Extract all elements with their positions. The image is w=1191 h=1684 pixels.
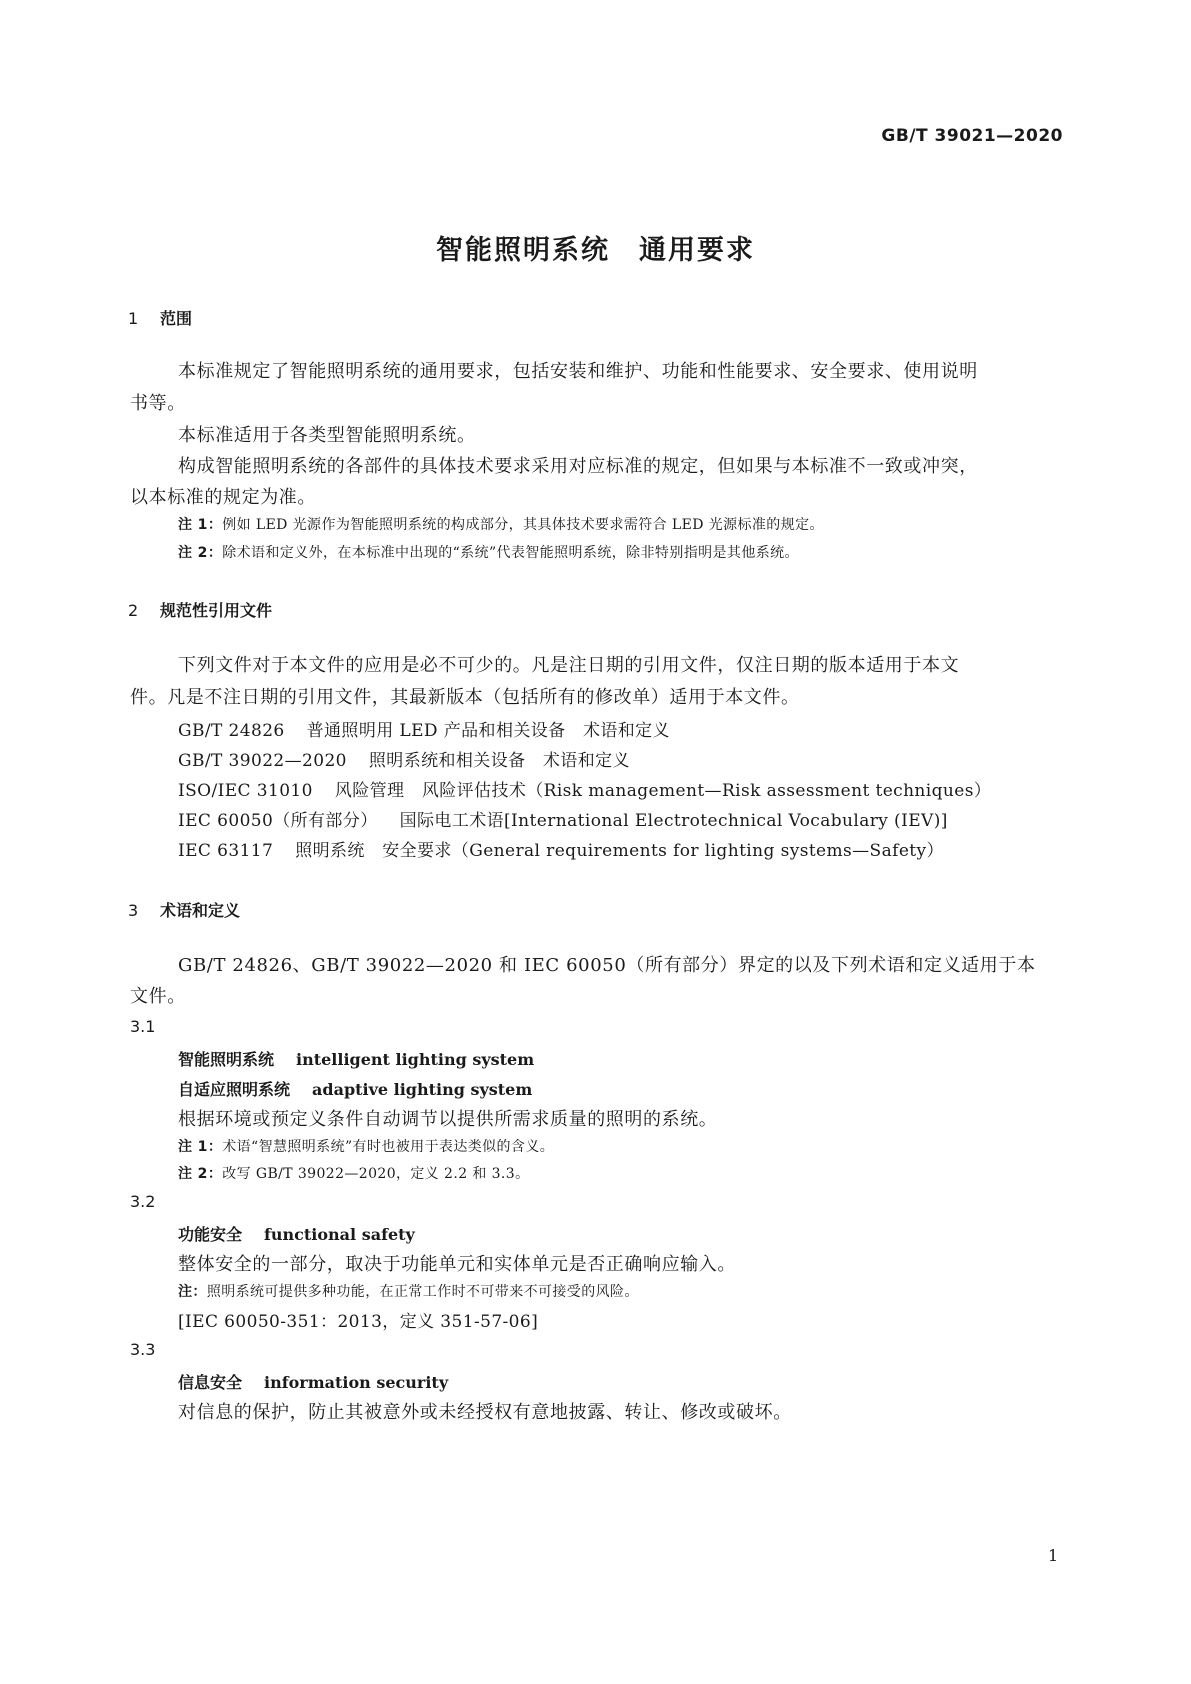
note bbox=[178, 1281, 639, 1301]
term-source: [IEC 60050-351：2013，定义 351-57-06] bbox=[178, 1312, 539, 1332]
term-en: information security bbox=[264, 1373, 449, 1392]
reference-title: 国际电工术语[International Electrotechnical Vocabulary (IEV)] bbox=[399, 811, 948, 831]
note-label: 注 2： bbox=[178, 1166, 223, 1182]
reference-code: IEC 60050（所有部分） bbox=[178, 811, 378, 831]
term-heading bbox=[178, 1222, 415, 1245]
note-text: 除术语和定义外，在本标准中出现的“系统”代表智能照明系统，除非特别指明是其他系统。 bbox=[222, 545, 799, 561]
paragraph: 本标准规定了智能照明系统的通用要求，包括安装和维护、功能和性能要求、安全要求、使用说明 bbox=[178, 361, 978, 382]
term-en: intelligent lighting system bbox=[296, 1050, 535, 1069]
paragraph-continuation: 文件。 bbox=[130, 986, 186, 1007]
section-1-heading bbox=[128, 306, 192, 329]
reference-code: GB/T 39022—2020 bbox=[178, 751, 347, 771]
term-zh: 智能照明系统 bbox=[178, 1050, 275, 1069]
reference-code: GB/T 24826 bbox=[178, 721, 285, 741]
paragraph-continuation: 件。凡是不注日期的引用文件，其最新版本（包括所有的修改单）适用于本文件。 bbox=[130, 687, 800, 708]
paragraph: GB/T 24826、GB/T 39022—2020 和 IEC 60050（所有部分）界定的以及下列术语和定义适用于本 bbox=[178, 955, 1036, 976]
paragraph: 下列文件对于本文件的应用是必不可少的。凡是注日期的引用文件，仅注日期的版本适用于本文 bbox=[178, 655, 960, 676]
section-number: 2 bbox=[128, 601, 139, 620]
term-heading bbox=[178, 1047, 534, 1070]
term-zh: 功能安全 bbox=[178, 1225, 243, 1244]
section-number: 3 bbox=[128, 901, 139, 920]
section-number: 1 bbox=[128, 309, 139, 328]
paragraph: 构成智能照明系统的各部件的具体技术要求采用对应标准的规定，但如果与本标准不一致或冲突， bbox=[178, 456, 978, 477]
term-definition: 根据环境或预定义条件自动调节以提供所需求质量的照明的系统。 bbox=[178, 1109, 718, 1130]
note-text: 术语“智慧照明系统”有时也被用于表达类似的含义。 bbox=[222, 1139, 555, 1155]
term-en: functional safety bbox=[264, 1225, 415, 1244]
section-3-heading bbox=[128, 898, 240, 921]
term-en: adaptive lighting system bbox=[312, 1080, 533, 1099]
reference-code: IEC 63117 bbox=[178, 841, 274, 861]
term-definition: 对信息的保护，防止其被意外或未经授权有意地披露、转让、修改或破坏。 bbox=[178, 1402, 792, 1423]
paragraph-continuation: 以本标准的规定为准。 bbox=[130, 487, 316, 508]
section-title: 术语和定义 bbox=[160, 901, 241, 920]
note-label: 注 1： bbox=[178, 517, 223, 533]
document-title: 智能照明系统 通用要求 bbox=[436, 235, 755, 266]
note-label: 注： bbox=[178, 1284, 207, 1300]
paragraph-continuation: 书等。 bbox=[130, 393, 186, 414]
reference-item bbox=[178, 836, 944, 861]
term-definition: 整体安全的一部分，取决于功能单元和实体单元是否正确响应输入。 bbox=[178, 1254, 736, 1275]
reference-item bbox=[178, 746, 630, 771]
reference-title: 普通照明用 LED 产品和相关设备 术语和定义 bbox=[306, 721, 670, 741]
page-number: 1 bbox=[1048, 1546, 1059, 1565]
reference-title: 照明系统 安全要求（General requirements for lighting systems—Safety） bbox=[295, 841, 944, 861]
note-label: 注 1： bbox=[178, 1139, 223, 1155]
section-2-heading bbox=[128, 598, 272, 621]
term-zh: 信息安全 bbox=[178, 1373, 243, 1392]
term-entry-number: 3.3 bbox=[130, 1340, 156, 1359]
term-heading bbox=[178, 1370, 448, 1393]
term-heading-alternative bbox=[178, 1077, 532, 1100]
note bbox=[178, 1163, 530, 1183]
reference-code: ISO/IEC 31010 bbox=[178, 781, 313, 801]
note bbox=[178, 514, 824, 534]
note-text: 例如 LED 光源作为智能照明系统的构成部分，其具体技术要求需符合 LED 光源标准的规定。 bbox=[222, 517, 824, 533]
reference-item bbox=[178, 776, 991, 801]
note bbox=[178, 542, 799, 562]
reference-title: 风险管理 风险评估技术（Risk management—Risk assessment techniques） bbox=[334, 781, 992, 801]
reference-title: 照明系统和相关设备 术语和定义 bbox=[368, 751, 630, 771]
paragraph: 本标准适用于各类型智能照明系统。 bbox=[178, 425, 476, 446]
term-entry-number: 3.2 bbox=[130, 1192, 156, 1211]
note-label: 注 2： bbox=[178, 545, 223, 561]
reference-item bbox=[178, 716, 670, 741]
note-text: 照明系统可提供多种功能，在正常工作时不可带来不可接受的风险。 bbox=[206, 1284, 639, 1300]
term-zh: 自适应照明系统 bbox=[178, 1080, 291, 1099]
note-text: 改写 GB/T 39022—2020，定义 2.2 和 3.3。 bbox=[222, 1166, 530, 1182]
section-title: 范围 bbox=[160, 309, 193, 328]
reference-item bbox=[178, 806, 948, 831]
standard-code: GB/T 39021—2020 bbox=[881, 126, 1063, 146]
note bbox=[178, 1136, 554, 1156]
term-entry-number: 3.1 bbox=[130, 1017, 156, 1036]
section-title: 规范性引用文件 bbox=[160, 601, 273, 620]
